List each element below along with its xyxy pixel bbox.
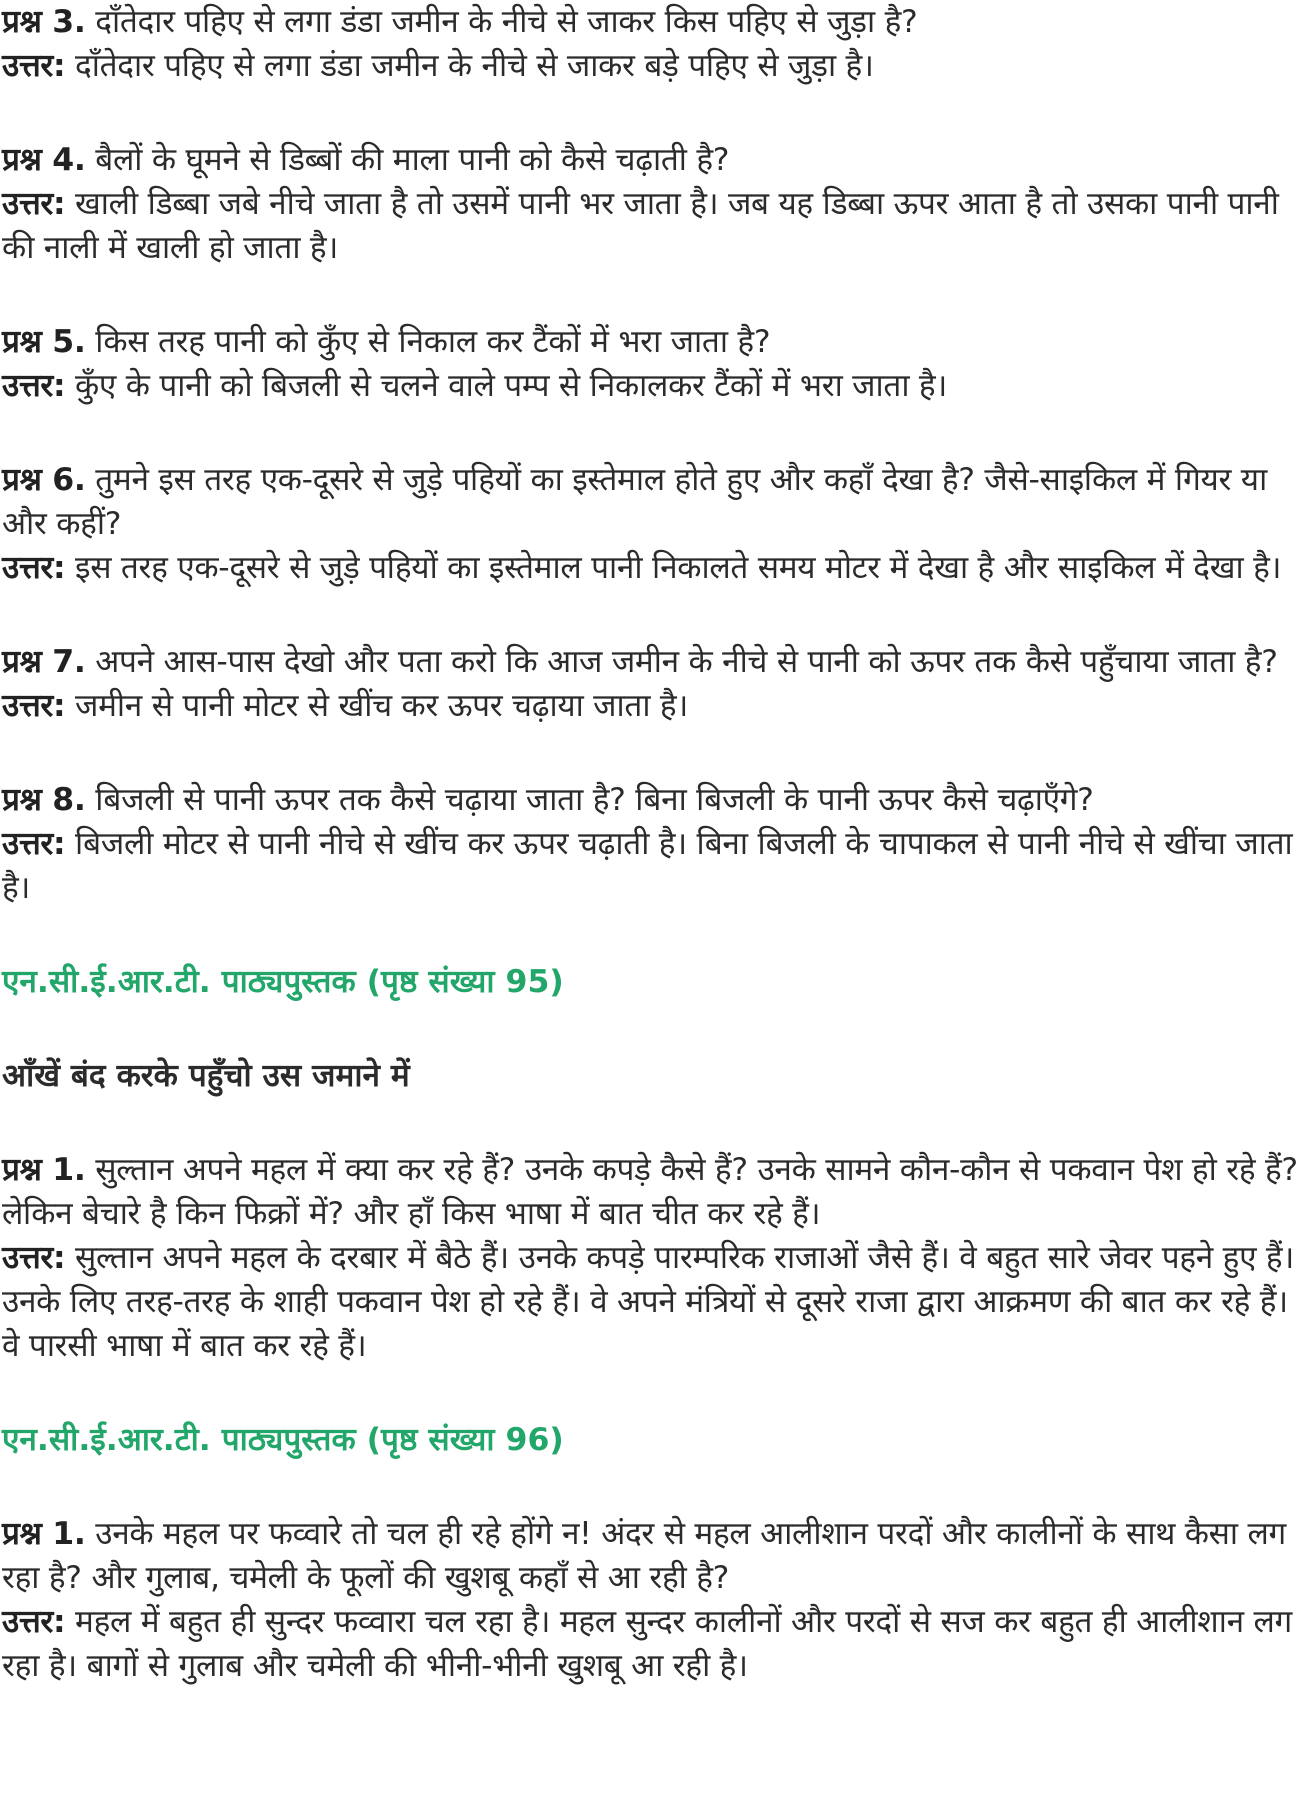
question-text: सुल्तान अपने महल में क्या कर रहे हैं? उनके कपड़े कैसे हैं? उनके सामने कौन-कौन से पकवान पेश हो रहे हैं? लेकिन बेचारे है किन फिक्रों में? और हाँ किस भाषा में बात चीत कर रहे हैं। <box>2 1152 1298 1232</box>
question-label: प्रश्न 5. <box>2 324 86 360</box>
question-block-1-page-96 <box>2 1512 1300 1688</box>
question-text: दाँतेदार पहिए से लगा डंडा जमीन के नीचे से जाकर किस पहिए से जुड़ा है? <box>85 4 918 40</box>
answer-line <box>2 1600 1300 1688</box>
answer-text: महल में बहुत ही सुन्दर फव्वारा चल रहा है। महल सुन्दर कालीनों और परदों से सज कर बहुत ही आलीशान लग रहा है। बागों से गुलाब और चमेली की भीनी-भीनी खुशबू आ रही है। <box>2 1604 1292 1684</box>
question-label: प्रश्न 8. <box>2 782 86 818</box>
question-block-6 <box>2 458 1300 590</box>
question-line <box>2 458 1300 546</box>
question-label: प्रश्न 3. <box>2 4 86 40</box>
question-block-4 <box>2 138 1300 270</box>
question-block-8 <box>2 778 1300 910</box>
answer-label: उत्तर: <box>2 368 66 404</box>
question-line <box>2 1148 1300 1236</box>
question-text: उनके महल पर फव्वारे तो चल ही रहे होंगे न! अंदर से महल आलीशान परदों और कालीनों के साथ कैसा लग रहा है? और गुलाब, चमेली के फूलों की खुशबू कहाँ से आ रही है? <box>2 1516 1286 1596</box>
answer-label: उत्तर: <box>2 826 66 862</box>
answer-text: जमीन से पानी मोटर से खींच कर ऊपर चढ़ाया जाता है। <box>65 688 688 724</box>
answer-label: उत्तर: <box>2 186 66 222</box>
question-line <box>2 320 1300 364</box>
answer-line <box>2 44 1300 88</box>
question-label: प्रश्न 6. <box>2 462 86 498</box>
answer-line <box>2 182 1300 270</box>
answer-text: इस तरह एक-दूसरे से जुड़े पहियों का इस्तेमाल पानी निकालते समय मोटर में देखा है और साइकिल में देखा है। <box>65 550 1282 586</box>
question-label: प्रश्न 1. <box>2 1152 86 1188</box>
question-text: बैलों के घूमने से डिब्बों की माला पानी को कैसे चढ़ाती है? <box>85 142 730 178</box>
question-line <box>2 778 1300 822</box>
answer-text: कुँए के पानी को बिजली से चलने वाले पम्प से निकालकर टैंकों में भरा जाता है। <box>65 368 947 404</box>
question-block-5 <box>2 320 1300 408</box>
question-line <box>2 640 1300 684</box>
answer-line <box>2 364 1300 408</box>
question-text: बिजली से पानी ऊपर तक कैसे चढ़ाया जाता है? बिना बिजली के पानी ऊपर कैसे चढ़ाएँगे? <box>85 782 1094 818</box>
answer-label: उत्तर: <box>2 1604 66 1640</box>
section-subheading: आँखें बंद करके पहुँचो उस जमाने में <box>2 1058 410 1094</box>
section-heading-page-95: एन.सी.ई.आर.टी. पाठ्यपुस्तक (पृष्ठ संख्या 95) <box>2 964 564 1000</box>
answer-label: उत्तर: <box>2 1240 66 1276</box>
answer-text: खाली डिब्बा जबे नीचे जाता है तो उसमें पानी भर जाता है। जब यह डिब्बा ऊपर आता है तो उसका पानी पानी की नाली में खाली हो जाता है। <box>2 186 1279 266</box>
answer-line <box>2 546 1300 590</box>
answer-label: उत्तर: <box>2 550 66 586</box>
section-heading-page-96: एन.सी.ई.आर.टी. पाठ्यपुस्तक (पृष्ठ संख्या 96) <box>2 1422 564 1458</box>
question-block-7 <box>2 640 1300 728</box>
question-text: तुमने इस तरह एक-दूसरे से जुड़े पहियों का इस्तेमाल होते हुए और कहाँ देखा है? जैसे-साइकिल में गियर या और कहीं? <box>2 462 1267 542</box>
question-label: प्रश्न 7. <box>2 644 86 680</box>
answer-text: बिजली मोटर से पानी नीचे से खींच कर ऊपर चढ़ाती है। बिना बिजली के चापाकल से पानी नीचे से खींचा जाता है। <box>2 826 1293 906</box>
question-line <box>2 138 1300 182</box>
question-line <box>2 1512 1300 1600</box>
answer-label: उत्तर: <box>2 688 66 724</box>
question-block-3 <box>2 0 1300 88</box>
answer-line <box>2 822 1300 910</box>
question-text: किस तरह पानी को कुँए से निकाल कर टैंकों में भरा जाता है? <box>85 324 771 360</box>
question-block-1-page-95 <box>2 1148 1300 1368</box>
question-label: प्रश्न 4. <box>2 142 86 178</box>
question-text: अपने आस-पास देखो और पता करो कि आज जमीन के नीचे से पानी को ऊपर तक कैसे पहुँचाया जाता है? <box>85 644 1278 680</box>
question-line <box>2 0 1300 44</box>
answer-text: सुल्तान अपने महल के दरबार में बैठे हैं। उनके कपड़े पारम्परिक राजाओं जैसे हैं। वे बहुत सारे जेवर पहने हुए हैं। उनके लिए तरह-तरह के शाही पकवान पेश हो रहे हैं। वे अपने मंत्रियों से दूसरे राजा द्वारा आक्रमण की बात कर रहे हैं। वे पारसी भाषा में बात कर रहे हैं। <box>2 1240 1294 1364</box>
answer-text: दाँतेदार पहिए से लगा डंडा जमीन के नीचे से जाकर बड़े पहिए से जुड़ा है। <box>65 48 874 84</box>
answer-line <box>2 1236 1300 1368</box>
answer-label: उत्तर: <box>2 48 66 84</box>
question-label: प्रश्न 1. <box>2 1516 86 1552</box>
answer-line <box>2 684 1300 728</box>
